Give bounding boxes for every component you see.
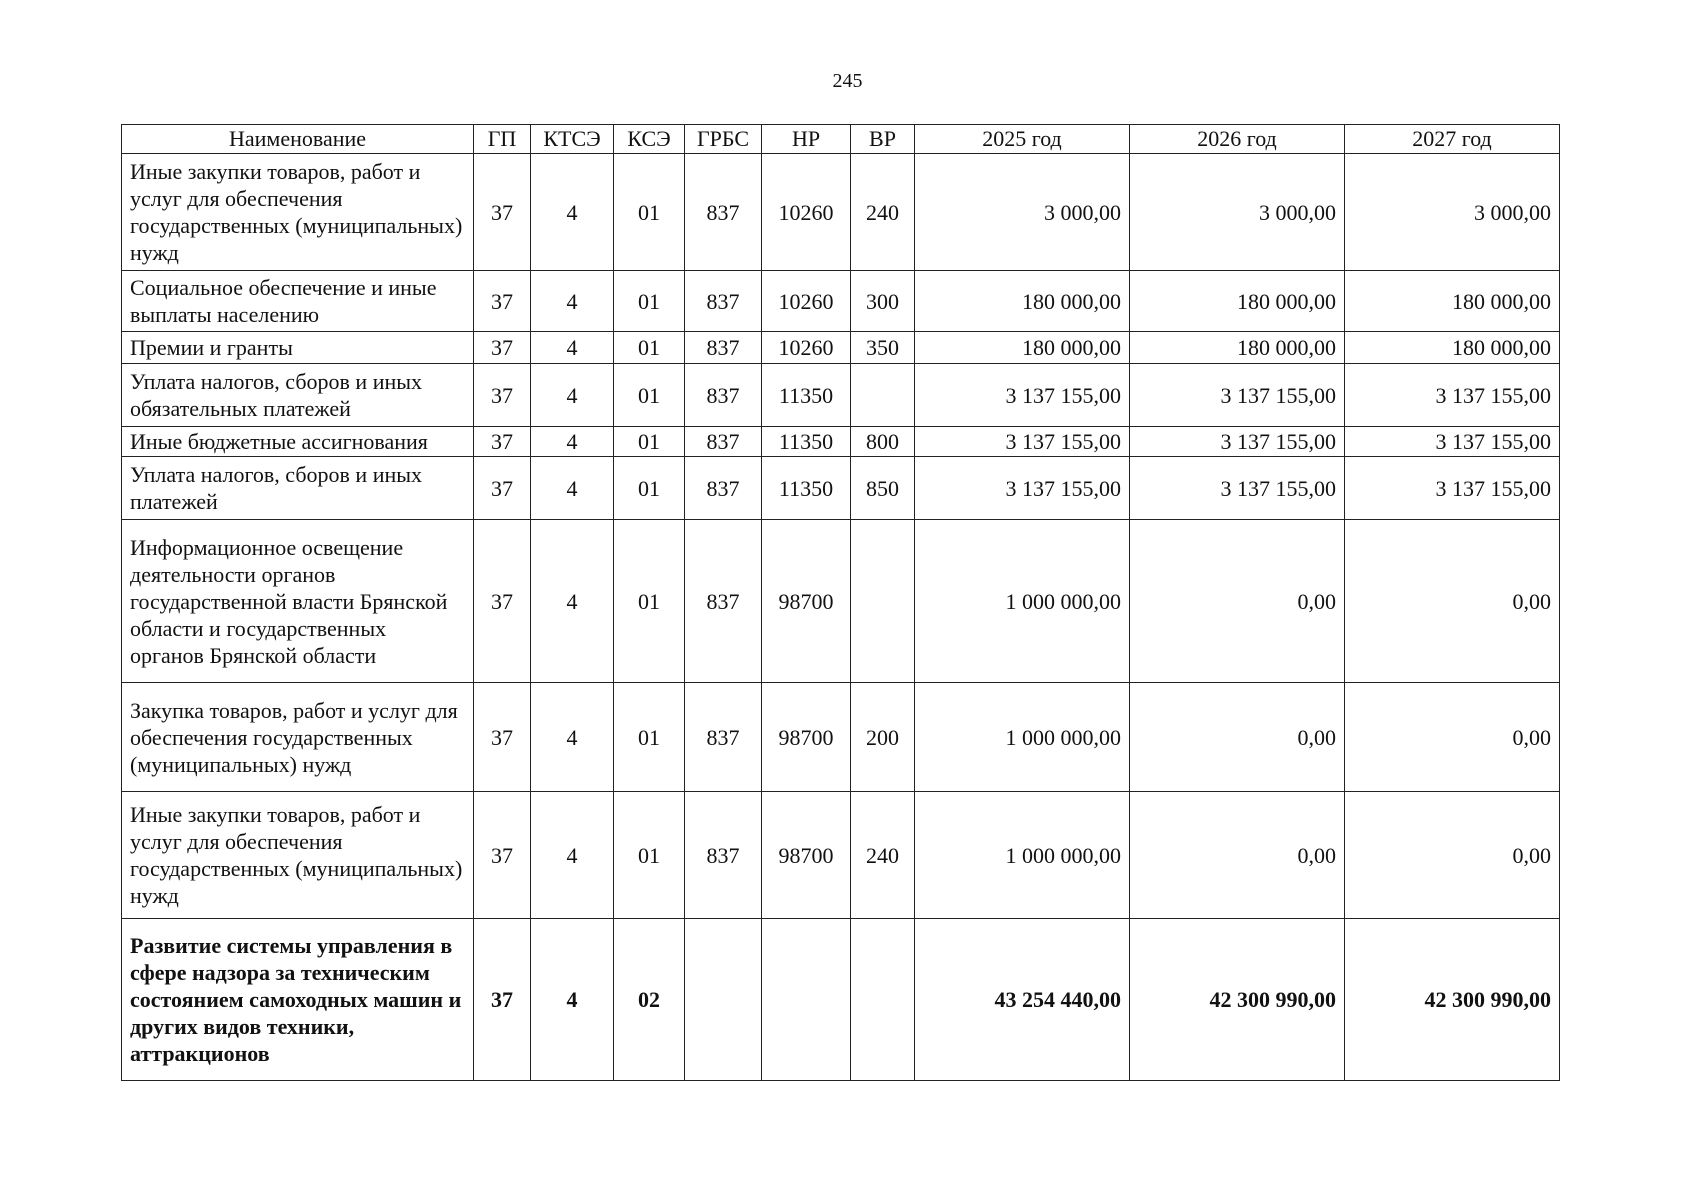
row-2027: 42 300 990,00 [1345,919,1560,1081]
row-gp: 37 [474,520,531,683]
table-row [122,683,1560,792]
header-2025: 2025 год [915,125,1130,154]
row-2027: 180 000,00 [1345,332,1560,364]
row-ktse: 4 [531,364,614,427]
row-nr: 11350 [762,457,851,520]
row-nr: 10260 [762,271,851,332]
row-2026: 180 000,00 [1130,271,1345,332]
row-2026: 180 000,00 [1130,332,1345,364]
table-row-section-total [122,919,1560,1081]
row-gp: 37 [474,332,531,364]
row-2027: 0,00 [1345,683,1560,792]
row-name: Уплата налогов, сборов и иных платежей [122,457,474,520]
row-gp: 37 [474,457,531,520]
row-kse: 01 [614,427,685,457]
row-2025: 1 000 000,00 [915,520,1130,683]
row-ktse: 4 [531,683,614,792]
row-2025: 3 137 155,00 [915,364,1130,427]
row-vr: 800 [851,427,915,457]
row-grbs: 837 [685,520,762,683]
row-ktse: 4 [531,271,614,332]
row-2025: 43 254 440,00 [915,919,1130,1081]
row-nr: 10260 [762,154,851,271]
table-row [122,271,1560,332]
row-2025: 180 000,00 [915,271,1130,332]
row-vr: 200 [851,683,915,792]
row-ktse: 4 [531,154,614,271]
table-row [122,792,1560,919]
row-gp: 37 [474,154,531,271]
row-gp: 37 [474,919,531,1081]
row-ktse: 4 [531,427,614,457]
row-grbs [685,919,762,1081]
row-grbs: 837 [685,427,762,457]
row-name: Иные закупки товаров, работ и услуг для обеспечения государственных (муниципальных) нужд [122,154,474,271]
row-kse: 01 [614,154,685,271]
row-kse: 01 [614,364,685,427]
row-vr [851,364,915,427]
row-2027: 0,00 [1345,792,1560,919]
row-name: Социальное обеспечение и иные выплаты населению [122,271,474,332]
header-2026: 2026 год [1130,125,1345,154]
row-name: Премии и гранты [122,332,474,364]
row-name: Иные бюджетные ассигнования [122,427,474,457]
row-ktse: 4 [531,332,614,364]
row-vr [851,520,915,683]
row-name: Иные закупки товаров, работ и услуг для обеспечения государственных (муниципальных) нужд [122,792,474,919]
row-grbs: 837 [685,364,762,427]
row-ktse: 4 [531,520,614,683]
row-grbs: 837 [685,332,762,364]
row-grbs: 837 [685,683,762,792]
row-2025: 3 137 155,00 [915,457,1130,520]
header-vr: ВР [851,125,915,154]
row-2025: 3 137 155,00 [915,427,1130,457]
row-vr: 350 [851,332,915,364]
row-2027: 3 137 155,00 [1345,427,1560,457]
row-kse: 01 [614,457,685,520]
row-grbs: 837 [685,154,762,271]
header-nr: НР [762,125,851,154]
header-gp: ГП [474,125,531,154]
row-kse: 01 [614,271,685,332]
row-nr: 11350 [762,427,851,457]
header-ktse: КТСЭ [531,125,614,154]
row-vr: 850 [851,457,915,520]
table-row [122,457,1560,520]
row-2027: 3 137 155,00 [1345,457,1560,520]
row-nr: 98700 [762,683,851,792]
row-2025: 3 000,00 [915,154,1130,271]
row-grbs: 837 [685,271,762,332]
row-ktse: 4 [531,792,614,919]
row-kse: 01 [614,332,685,364]
header-2027: 2027 год [1345,125,1560,154]
row-nr: 98700 [762,520,851,683]
row-nr: 11350 [762,364,851,427]
row-2026: 0,00 [1130,520,1345,683]
table-row [122,520,1560,683]
row-gp: 37 [474,792,531,919]
row-name: Уплата налогов, сборов и иных обязательных платежей [122,364,474,427]
row-nr: 10260 [762,332,851,364]
header-row [122,125,1560,154]
row-kse: 01 [614,792,685,919]
row-2027: 180 000,00 [1345,271,1560,332]
table-row [122,427,1560,457]
row-gp: 37 [474,271,531,332]
row-2027: 3 137 155,00 [1345,364,1560,427]
row-name: Закупка товаров, работ и услуг для обеспечения государственных (муниципальных) нужд [122,683,474,792]
row-vr: 240 [851,154,915,271]
row-nr [762,919,851,1081]
row-2026: 42 300 990,00 [1130,919,1345,1081]
row-ktse: 4 [531,457,614,520]
row-2026: 3 000,00 [1130,154,1345,271]
row-kse: 01 [614,683,685,792]
header-grbs: ГРБС [685,125,762,154]
row-gp: 37 [474,364,531,427]
row-2026: 0,00 [1130,792,1345,919]
row-vr [851,919,915,1081]
budget-table [121,124,1560,1081]
row-name: Информационное освещение деятельности органов государственной власти Брянской области и государственных органов Брянской области [122,520,474,683]
table-row [122,332,1560,364]
row-ktse: 4 [531,919,614,1081]
row-2026: 0,00 [1130,683,1345,792]
row-2027: 3 000,00 [1345,154,1560,271]
row-vr: 240 [851,792,915,919]
row-kse: 01 [614,520,685,683]
row-kse: 02 [614,919,685,1081]
row-2025: 180 000,00 [915,332,1130,364]
table-row [122,364,1560,427]
row-vr: 300 [851,271,915,332]
header-kse: КСЭ [614,125,685,154]
row-2026: 3 137 155,00 [1130,427,1345,457]
page-number: 245 [832,70,863,92]
row-2026: 3 137 155,00 [1130,457,1345,520]
row-2027: 0,00 [1345,520,1560,683]
row-2025: 1 000 000,00 [915,792,1130,919]
row-2025: 1 000 000,00 [915,683,1130,792]
row-2026: 3 137 155,00 [1130,364,1345,427]
row-gp: 37 [474,427,531,457]
row-grbs: 837 [685,457,762,520]
table-row [122,154,1560,271]
row-nr: 98700 [762,792,851,919]
row-name: Развитие системы управления в сфере надзора за техническим состоянием самоходных машин и других видов техники, аттракционов [122,919,474,1081]
row-grbs: 837 [685,792,762,919]
row-gp: 37 [474,683,531,792]
header-name: Наименование [122,125,474,154]
